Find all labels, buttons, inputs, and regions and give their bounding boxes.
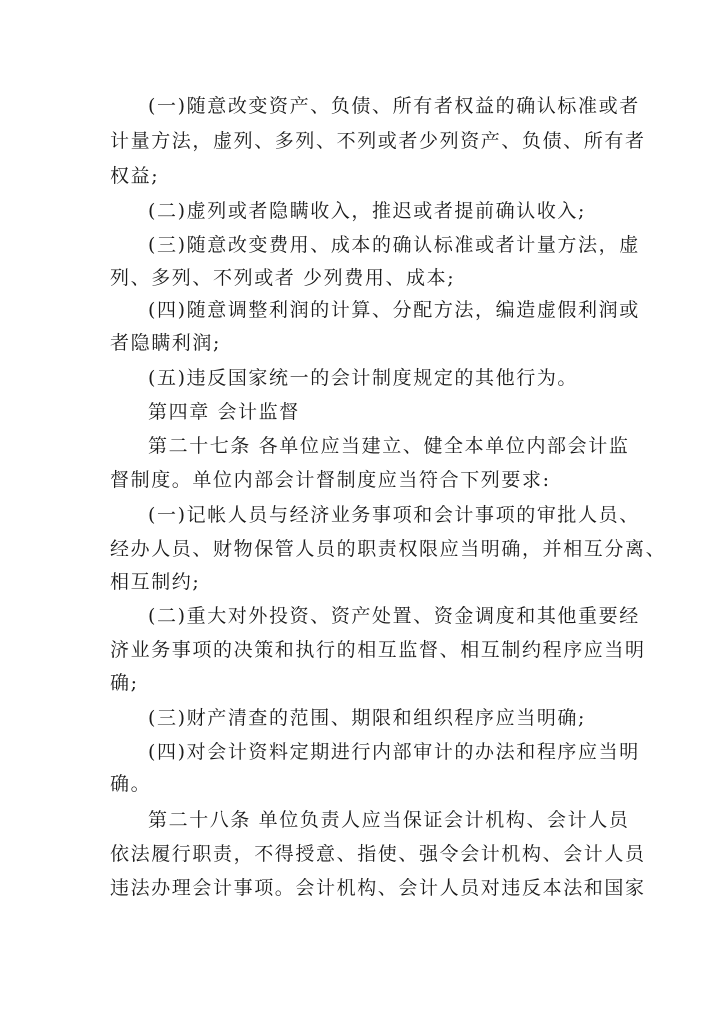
text-line: (三)随意改变费用、成本的确认标准或者计量方法，虚 — [148, 234, 640, 256]
text-line: 确。 — [110, 773, 152, 795]
text-line: 第二十八条 单位负责人应当保证会计机构、会计人员 — [148, 809, 630, 831]
text-line: (一)随意改变资产、负债、所有者权益的确认标准或者 — [148, 95, 640, 117]
text-line: 相互制约; — [110, 571, 201, 593]
text-line: 列、多列、不列或者 少列费用、成本; — [110, 267, 456, 289]
text-line: (四)随意调整利润的计算、分配方法，编造虚假利润或 — [148, 299, 640, 321]
text-line: 督制度。单位内部会计督制度应当符合下列要求: — [110, 469, 551, 491]
text-line: 第二十七条 各单位应当建立、健全本单位内部会计监 — [148, 435, 630, 457]
text-line: (五)违反国家统一的会计制度规定的其他行为。 — [148, 367, 579, 389]
text-line: 计量方法，虚列、多列、不列或者少列资产、负债、所有者 — [110, 130, 646, 152]
text-line: 权益; — [110, 165, 160, 187]
text-line: 违法办理会计事项。会计机构、会计人员对违反本法和国家 — [110, 877, 646, 899]
text-line: 济业务事项的决策和执行的相互监督、相互制约程序应当明 — [110, 639, 646, 661]
text-line: 者隐瞒利润; — [110, 332, 222, 354]
text-line: (三)财产清查的范围、期限和组织程序应当明确; — [148, 707, 587, 729]
text-line: (一)记帐人员与经济业务事项和会计事项的审批人员、 — [148, 504, 640, 526]
text-line: 经办人员、财物保管人员的职责权限应当明确，并相互分离、 — [110, 538, 667, 560]
text-line: (四)对会计资料定期进行内部审计的办法和程序应当明 — [148, 741, 640, 763]
text-line: 依法履行职责，不得授意、指使、强令会计机构、会计人员 — [110, 843, 646, 865]
chapter-heading: 第四章 会计监督 — [148, 401, 300, 423]
text-line: (二)虚列或者隐瞒收入，推迟或者提前确认收入; — [148, 200, 587, 222]
text-line: (二)重大对外投资、资产处置、资金调度和其他重要经 — [148, 605, 640, 627]
text-line: 确; — [110, 672, 139, 694]
